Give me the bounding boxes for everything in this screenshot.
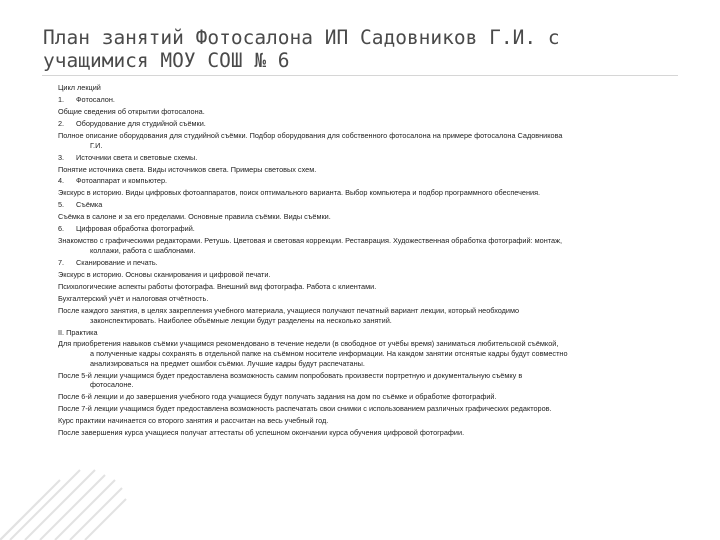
plan-line <box>58 119 686 129</box>
line-text: Источники света и световые схемы. <box>76 152 198 162</box>
item-number: 4. <box>58 176 65 186</box>
line-continuation: коллажи, работа с шаблонами. <box>90 246 196 255</box>
line-text: Экскурс в историю. Основы сканирования и цифровой печати. <box>58 269 271 279</box>
plan-line <box>58 153 686 163</box>
plan-line <box>58 236 686 255</box>
plan-line <box>58 200 686 210</box>
line-continuation: фотосалоне. <box>90 380 134 390</box>
plan-line <box>58 306 686 325</box>
plan-line <box>58 282 686 292</box>
line-text: После каждого занятия, в целях закрепления учебного материала, учащиеся получают печатный вариант лекции, который необходимо <box>58 305 520 315</box>
line-continuation: Г.И. <box>90 140 103 150</box>
plan-line <box>58 371 686 390</box>
plan-body <box>58 83 686 440</box>
title-divider <box>42 75 678 76</box>
plan-line <box>58 294 686 304</box>
line-text: Цикл лекций <box>58 83 101 92</box>
line-continuation: а полученные кадры сохранять в отдельной папке на съёмном носителе информации. На каждом занятии отснятые кадры будут совместно <box>90 349 568 359</box>
slide-title-line-2: учащимися МОУ СОШ № 6 <box>43 49 290 72</box>
item-number: 6. <box>58 224 65 234</box>
item-number: 1. <box>58 94 65 104</box>
plan-line <box>58 107 686 117</box>
line-text: Для приобретения навыков съёмки учащимся рекомендовано в течение недели (в свободное от учёбы время) заниматься любительской съёмкой, <box>58 339 559 349</box>
corner-stripes-decoration <box>0 440 130 540</box>
plan-line <box>58 95 686 105</box>
line-text: Понятие источника света. Виды источников света. Примеры световых схем. <box>58 164 317 174</box>
line-text: Экскурс в историю. Виды цифровых фотоаппаратов, поиск оптимального варианта. Выбор компьютера и подбор программного обеспечения. <box>58 188 541 198</box>
item-number: 2. <box>58 118 65 128</box>
line-text: После 7-й лекции учащимся будет предоставлена возможность распечатать свои снимки с использованием различных графических редакторов. <box>58 404 552 414</box>
item-number: 7. <box>58 257 65 267</box>
plan-line <box>58 404 686 414</box>
line-text: II. Практика <box>58 327 98 337</box>
line-text: Сканирование и печать. <box>76 257 158 267</box>
line-text: После завершения курса учащиеся получат аттестаты об успешном окончании курса обучения цифровой фотографии. <box>58 428 465 438</box>
line-text: Психологические аспекты работы фотографа. Внешний вид фотографа. Работа с клиентами. <box>58 281 377 291</box>
plan-line <box>58 270 686 280</box>
line-text: Бухгалтерский учёт и налоговая отчётность. <box>58 293 209 303</box>
slide-title <box>43 26 683 72</box>
line-text: Знакомство с графическими редакторами. Ретушь. Цветовая и световая коррекции. Реставрация. Художественная обработка фотографий: монтаж, <box>58 236 562 246</box>
plan-line <box>58 165 686 175</box>
line-text: Цифровая обработка фотографий. <box>76 224 195 234</box>
slide-title-line-1: План занятий Фотосалона ИП Садовников Г.И. с <box>43 26 560 49</box>
plan-line <box>58 212 686 222</box>
line-continuation: анализироваться на предмет ошибок съёмки. Лучшие кадры будут распечатаны. <box>90 358 365 368</box>
plan-line <box>58 416 686 426</box>
line-continuation: законспектировать. Наиболее объёмные лекции будут разделены на несколько занятий. <box>90 315 392 325</box>
plan-line <box>58 339 686 368</box>
plan-line <box>58 224 686 234</box>
line-text: После 5-й лекции учащимся будет предоставлена возможность самим попробовать произвести портретную и документальную съёмку в <box>58 370 523 380</box>
plan-line <box>58 328 686 338</box>
plan-line <box>58 83 686 93</box>
item-number: 3. <box>58 152 65 162</box>
plan-line <box>58 131 686 150</box>
plan-line <box>58 188 686 198</box>
line-text: Фотоаппарат и компьютер. <box>76 176 168 186</box>
plan-line <box>58 176 686 186</box>
item-number: 5. <box>58 200 65 210</box>
line-text: Оборудование для студийной съёмки. <box>76 118 206 128</box>
plan-line <box>58 428 686 438</box>
line-text: Съёмка в салоне и за его пределами. Основные правила съёмки. Виды съёмки. <box>58 212 331 222</box>
line-text: Фотосалон. <box>76 94 115 104</box>
line-text: Полное описание оборудования для студийной съёмки. Подбор оборудования для собственного фотосалона на примере фотосалона Садовникова <box>58 130 563 140</box>
line-text: После 6-й лекции и до завершения учебного года учащиеся будут получать задания на дом по съёмке и обработке фотографий. <box>58 392 497 402</box>
plan-line <box>58 392 686 402</box>
line-text: Общие сведения об открытии фотосалона. <box>58 106 205 116</box>
line-text: Курс практики начинается со второго занятия и рассчитан на весь учебный год. <box>58 416 329 426</box>
line-text: Съёмка <box>76 200 103 210</box>
plan-line <box>58 258 686 268</box>
